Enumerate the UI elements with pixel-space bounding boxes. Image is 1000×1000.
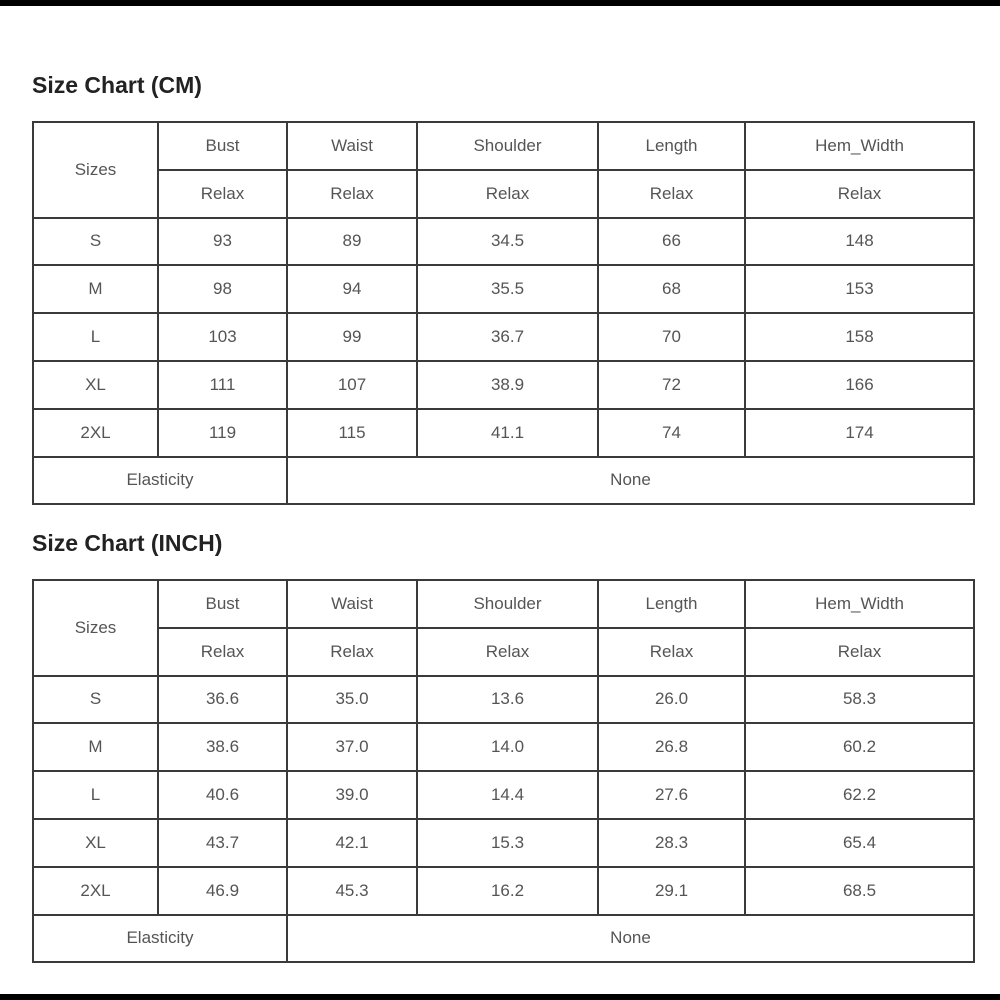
value-cell: 28.3 [598,819,745,867]
value-cell: 36.7 [417,313,598,361]
elasticity-row [33,457,974,505]
fit-cell: Relax [287,170,417,218]
fit-cell: Relax [598,170,745,218]
hem-width-header: Hem_Width [745,580,974,628]
bust-header: Bust [158,122,287,170]
length-header: Length [598,122,745,170]
value-cell: 111 [158,361,287,409]
elasticity-value: None [287,457,974,505]
value-cell: 93 [158,218,287,266]
value-cell: 66 [598,218,745,266]
fit-row [33,170,974,218]
shoulder-header: Shoulder [417,580,598,628]
size-cell: S [33,218,158,266]
value-cell: 99 [287,313,417,361]
value-cell: 43.7 [158,819,287,867]
value-cell: 39.0 [287,771,417,819]
fit-cell: Relax [287,628,417,676]
value-cell: 45.3 [287,867,417,915]
table-row [33,409,974,457]
fit-cell: Relax [417,170,598,218]
sizes-header: Sizes [33,122,158,218]
shoulder-header: Shoulder [417,122,598,170]
value-cell: 35.5 [417,265,598,313]
value-cell: 158 [745,313,974,361]
length-header: Length [598,580,745,628]
table-row [33,771,974,819]
fit-row [33,628,974,676]
table-row [33,218,974,266]
value-cell: 60.2 [745,723,974,771]
value-cell: 89 [287,218,417,266]
size-cell: XL [33,819,158,867]
value-cell: 148 [745,218,974,266]
bust-header: Bust [158,580,287,628]
value-cell: 94 [287,265,417,313]
value-cell: 29.1 [598,867,745,915]
value-cell: 103 [158,313,287,361]
sizes-header: Sizes [33,580,158,676]
value-cell: 166 [745,361,974,409]
size-cell: XL [33,361,158,409]
value-cell: 65.4 [745,819,974,867]
table-row [33,265,974,313]
value-cell: 115 [287,409,417,457]
value-cell: 62.2 [745,771,974,819]
value-cell: 37.0 [287,723,417,771]
fit-cell: Relax [598,628,745,676]
elasticity-row [33,915,974,963]
value-cell: 46.9 [158,867,287,915]
value-cell: 38.9 [417,361,598,409]
value-cell: 27.6 [598,771,745,819]
table-row [33,361,974,409]
value-cell: 15.3 [417,819,598,867]
size-cell: L [33,771,158,819]
value-cell: 14.4 [417,771,598,819]
value-cell: 14.0 [417,723,598,771]
elasticity-value: None [287,915,974,963]
table-row [33,676,974,724]
value-cell: 40.6 [158,771,287,819]
value-cell: 26.8 [598,723,745,771]
hem-width-header: Hem_Width [745,122,974,170]
value-cell: 107 [287,361,417,409]
value-cell: 41.1 [417,409,598,457]
value-cell: 174 [745,409,974,457]
elasticity-label: Elasticity [33,915,287,963]
elasticity-label: Elasticity [33,457,287,505]
size-chart-cm-table [32,121,975,505]
size-chart-inch-table [32,579,975,963]
value-cell: 26.0 [598,676,745,724]
value-cell: 42.1 [287,819,417,867]
size-cell: 2XL [33,409,158,457]
size-cell: M [33,723,158,771]
waist-header: Waist [287,580,417,628]
value-cell: 36.6 [158,676,287,724]
table-row [33,313,974,361]
value-cell: 16.2 [417,867,598,915]
fit-cell: Relax [417,628,598,676]
table-row [33,723,974,771]
value-cell: 70 [598,313,745,361]
size-chart-cm-title: Size Chart (CM) [32,72,202,98]
value-cell: 34.5 [417,218,598,266]
table-row [33,819,974,867]
fit-cell: Relax [745,628,974,676]
fit-cell: Relax [158,628,287,676]
value-cell: 72 [598,361,745,409]
value-cell: 119 [158,409,287,457]
value-cell: 98 [158,265,287,313]
value-cell: 68.5 [745,867,974,915]
value-cell: 74 [598,409,745,457]
fit-cell: Relax [745,170,974,218]
value-cell: 58.3 [745,676,974,724]
fit-cell: Relax [158,170,287,218]
table-row [33,867,974,915]
value-cell: 35.0 [287,676,417,724]
size-cell: M [33,265,158,313]
waist-header: Waist [287,122,417,170]
size-cell: L [33,313,158,361]
header-row [33,580,974,628]
value-cell: 68 [598,265,745,313]
size-cell: 2XL [33,867,158,915]
value-cell: 153 [745,265,974,313]
size-cell: S [33,676,158,724]
value-cell: 13.6 [417,676,598,724]
header-row [33,122,974,170]
size-chart-inch-title: Size Chart (INCH) [32,530,223,556]
value-cell: 38.6 [158,723,287,771]
